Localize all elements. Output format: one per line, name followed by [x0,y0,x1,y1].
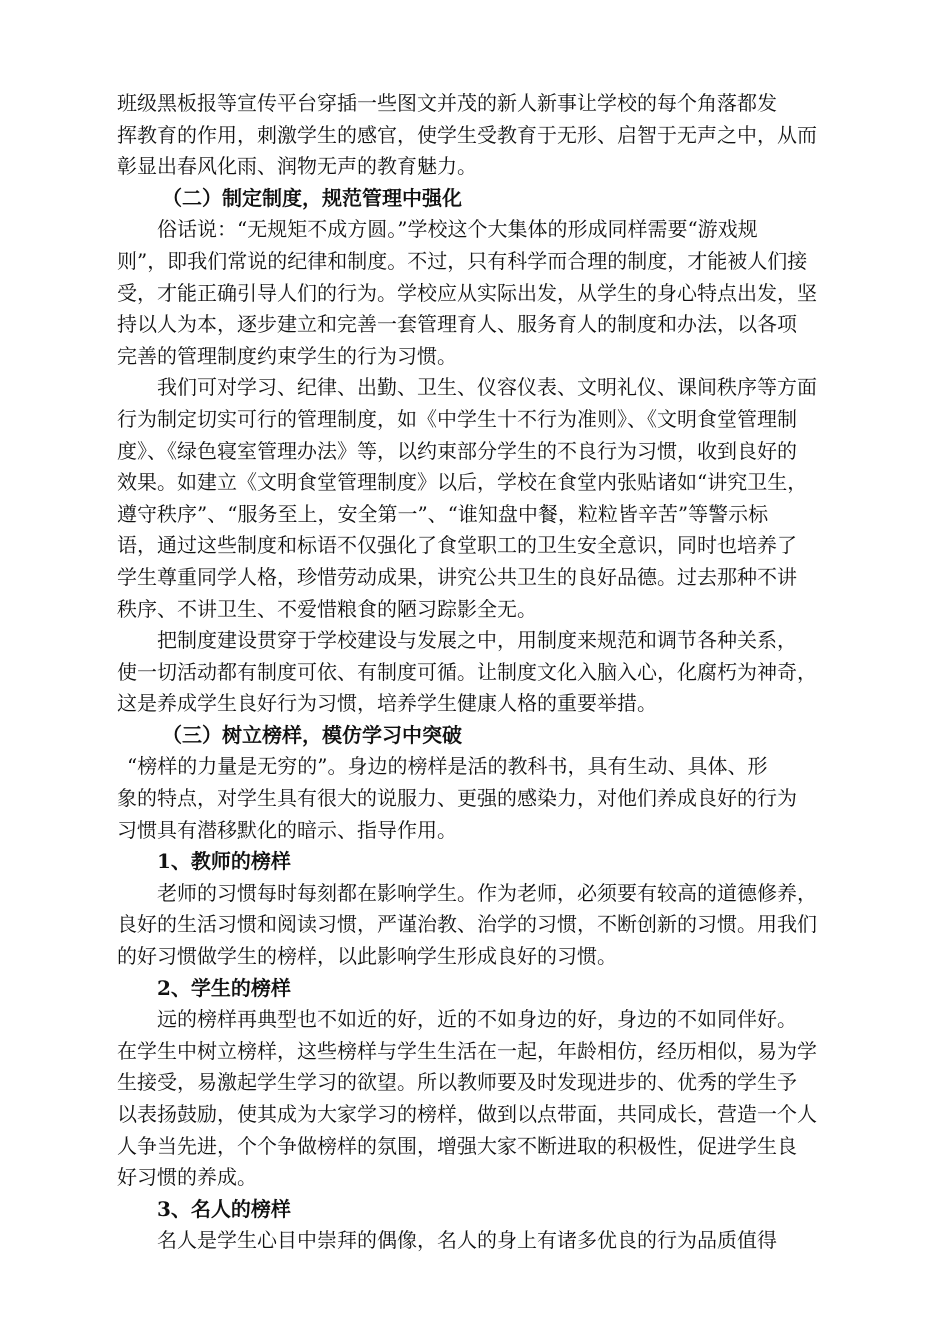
paragraph-line: 这是养成学生良好行为习惯，培养学生健康人格的重要举措。 [117,691,657,716]
paragraph-line: 以表扬鼓励，使其成为大家学习的榜样，做到以点带面，共同成长，营造一个人 [117,1102,817,1126]
paragraph-line: 语，通过这些制度和标语不仅强化了食堂职工的卫生安全意识，同时也培养了 [117,533,797,558]
subsection-heading: 1、教师的榜样 [157,849,291,874]
paragraph-line: 行为制定切实可行的管理制度，如《中学生十不行为准则》、《文明食堂管理制 [117,406,797,431]
section-heading: （二）制定制度，规范管理中强化 [162,185,462,210]
paragraph-line: 持以人为本，逐步建立和完善一套管理育人、服务育人的制度和办法，以各项 [117,312,797,337]
paragraph-line: 秩序、不讲卫生、不爱惜粮食的陋习踪影全无。 [117,596,537,621]
paragraph-line: 效果。如建立《文明食堂管理制度》以后，学校在食堂内张贴诸如“讲究卫生， [117,470,808,495]
paragraph-line: 良好的生活习惯和阅读习惯，严谨治教、治学的习惯，不断创新的习惯。用我们 [117,912,817,937]
paragraph-line: 习惯具有潜移默化的暗示、指导作用。 [117,817,457,842]
paragraph-line: 好习惯的养成。 [117,1165,257,1190]
paragraph-line: 班级黑板报等宣传平台穿插一些图文并茂的新人新事让学校的每个角落都发 [117,91,777,115]
paragraph-line: 象的特点，对学生具有很大的说服力、更强的感染力，对他们养成良好的行为 [117,786,797,811]
paragraph-line: 度》、《绿色寝室管理办法》等，以约束部分学生的不良行为习惯，收到良好的 [117,438,797,463]
paragraph-line: 俗话说：“无规矩不成方圆。”学校这个大集体的形成同样需要“游戏规 [157,217,758,242]
paragraph-line: 受，才能正确引导人们的行为。学校应从实际出发，从学生的身心特点出发，坚 [117,280,817,305]
paragraph-line: 彰显出春风化雨、润物无声的教育魅力。 [117,154,477,179]
paragraph-line: 在学生中树立榜样，这些榜样与学生生活在一起，年龄相仿，经历相似，易为学 [117,1038,817,1063]
paragraph-line: 学生尊重同学人格，珍惜劳动成果，讲究公共卫生的良好品德。过去那种不讲 [117,564,797,589]
paragraph-line: 把制度建设贯穿于学校建设与发展之中，用制度来规范和调节各种关系， [157,628,797,653]
section-heading: （三）树立榜样，模仿学习中突破 [162,722,462,747]
paragraph-line: 老师的习惯每时每刻都在影响学生。作为老师，必须要有较高的道德修养， [157,880,817,905]
paragraph-line: 生接受，易激起学生学习的欲望。所以教师要及时发现进步的、优秀的学生予 [117,1070,797,1095]
paragraph-line: 则”，即我们常说的纪律和制度。不过，只有科学而合理的制度，才能被人们接 [117,248,808,273]
subsection-heading: 2、学生的榜样 [157,975,291,1000]
paragraph-line: 挥教育的作用，刺激学生的感官，使学生受教育于无形、启智于无声之中，从而 [117,122,817,147]
paragraph-line: 名人是学生心目中崇拜的偶像，名人的身上有诸多优良的行为品质值得 [157,1228,777,1253]
paragraph-line: 我们可对学习、纪律、出勤、卫生、仪容仪表、文明礼仪、课间秩序等方面 [157,375,817,400]
paragraph-line: 使一切活动都有制度可依、有制度可循。让制度文化入脑入心，化腐朽为神奇， [117,659,817,684]
paragraph-line: 遵守秩序”、“服务至上，安全第一”、“谁知盘中餐，粒粒皆辛苦”等警示标 [117,501,769,526]
paragraph-line: “榜样的力量是无穷的”。身边的榜样是活的教科书，具有生动、具体、形 [127,754,768,779]
paragraph-line: 人争当先进，个个争做榜样的氛围，增强大家不断进取的积极性，促进学生良 [117,1133,797,1158]
document-body [117,88,862,1257]
paragraph-line: 远的榜样再典型也不如近的好，近的不如身边的好，身边的不如同伴好。 [157,1007,797,1032]
subsection-heading: 3、名人的榜样 [157,1196,291,1221]
paragraph-line: 完善的管理制度约束学生的行为习惯。 [117,343,457,368]
paragraph-line: 的好习惯做学生的榜样，以此影响学生形成良好的习惯。 [117,944,617,969]
